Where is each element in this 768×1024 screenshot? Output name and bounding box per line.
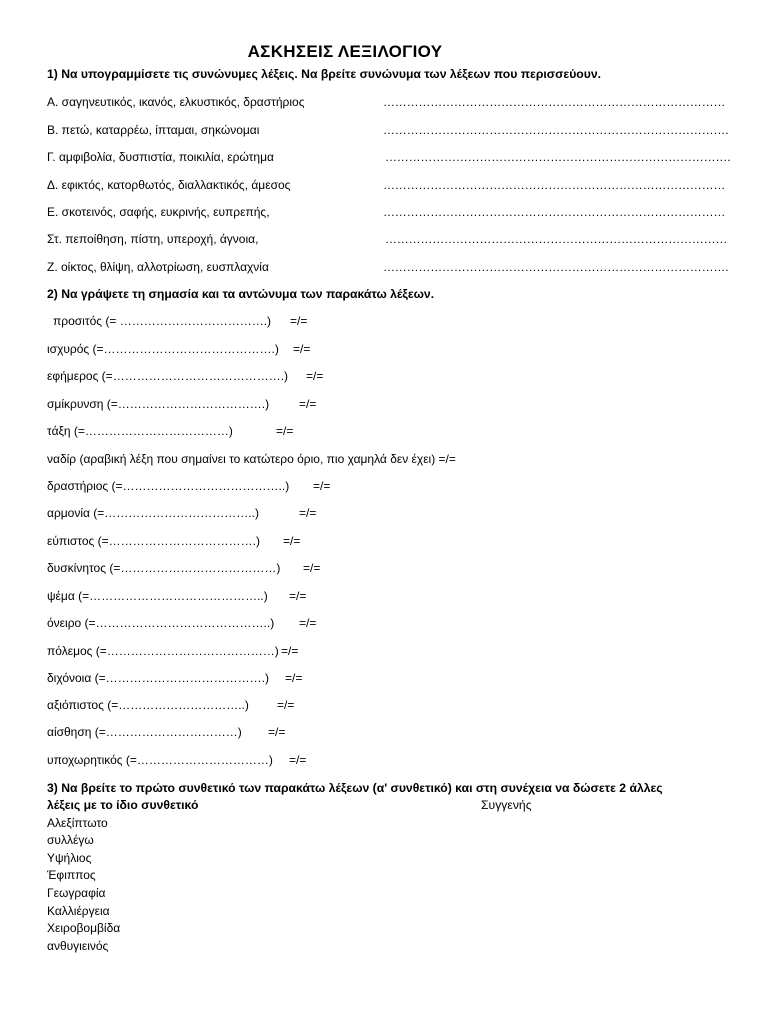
word-definition: δυσκίνητος (=…………………………………)	[47, 561, 281, 575]
list-item: Αλεξίπτωτο	[47, 816, 108, 830]
list-item	[47, 95, 726, 109]
list-item	[47, 205, 726, 219]
word-definition: εύπιστος (=……………………………….)	[47, 534, 260, 548]
list-item: Γεωγραφία	[47, 886, 106, 900]
list-item	[47, 150, 731, 164]
list-item: Χειροβομβίδα	[47, 921, 121, 935]
list-item	[47, 479, 331, 493]
list-item	[47, 369, 324, 383]
antonym-marker: =/=	[303, 561, 321, 575]
list-item	[47, 753, 307, 767]
antonym-marker: =/=	[268, 725, 286, 739]
list-item	[47, 671, 303, 685]
antonym-marker: =/=	[299, 397, 317, 411]
list-item: ανθυγιεινός	[47, 939, 109, 953]
page-title: ΑΣΚΗΣΕΙΣ ΛΕΞΙΛΟΓΙΟΥ	[247, 42, 443, 61]
antonym-marker: =/=	[289, 753, 307, 767]
word-definition: ναδίρ (αραβική λέξη που σημαίνει το κατώτερο όριο, πιο χαμηλά δεν έχει) =/=	[47, 452, 456, 466]
answer-blank: ……………………………………………………………………………	[385, 232, 728, 246]
antonym-marker: =/=	[281, 644, 299, 658]
word-definition: εφήμερος (=…………………………………….)	[47, 369, 289, 383]
list-item	[47, 725, 286, 739]
word-group: Β. πετώ, καταρρέω, ίπταμαι, σηκώνομαι	[47, 123, 260, 137]
word-group: Δ. εφικτός, κατορθωτός, διαλλακτικός, άμεσος	[47, 178, 291, 192]
word-definition: σμίκρυνση (=……………………………….)	[47, 397, 270, 411]
word-definition: διχόνοια (=………………………………….)	[47, 671, 269, 685]
list-item	[47, 534, 301, 548]
exercise3-heading-line2: λέξεις με το ίδιο συνθετικό	[47, 798, 199, 812]
list-item	[47, 260, 729, 274]
answer-blank: ……………………………………………………………………………	[383, 178, 726, 192]
word-definition: ισχυρός (=…………………………………….)	[47, 342, 279, 356]
antonym-marker: =/=	[290, 314, 308, 328]
kin-column-label: Συγγενής	[481, 798, 532, 812]
answer-blank: …………………………………………………………………………….	[385, 150, 731, 164]
list-item: Έφιππος	[47, 868, 96, 882]
exercise3-heading-line1: 3) Να βρείτε το πρώτο συνθετικό των παρακάτω λέξεων (α' συνθετικό) και στη συνέχεια να δώσετε 2 άλλες	[47, 781, 663, 795]
antonym-marker: =/=	[289, 589, 307, 603]
word-definition: αξιόπιστος (=…………………………..)	[47, 698, 249, 712]
word-group: Ε. σκοτεινός, σαφής, ευκρινής, ευπρεπής,	[47, 205, 270, 219]
answer-blank: …………………………………………………………………………….	[383, 260, 729, 274]
list-item	[47, 424, 294, 438]
list-item	[47, 397, 317, 411]
antonym-marker: =/=	[283, 534, 301, 548]
word-definition: προσιτός (= ……………………………….)	[53, 314, 272, 328]
exercise2-heading: 2) Να γράψετε τη σημασία και τα αντώνυμα των παρακάτω λέξεων.	[47, 287, 435, 301]
list-item	[47, 452, 456, 466]
list-item	[47, 644, 299, 658]
list-item	[47, 342, 311, 356]
list-item	[47, 589, 307, 603]
list-item: συλλέγω	[47, 833, 94, 847]
word-definition: δραστήριος (=…………………………………..)	[47, 479, 290, 493]
word-definition: αίσθηση (=……………………………)	[47, 725, 242, 739]
word-group: Στ. πεποίθηση, πίστη, υπεροχή, άγνοια,	[47, 232, 259, 246]
word-definition: ψέμα (=……………………………………..)	[47, 589, 268, 603]
antonym-marker: =/=	[285, 671, 303, 685]
answer-blank: ……………………………………………………………………………	[383, 205, 726, 219]
exercise1-heading: 1) Να υπογραμμίσετε τις συνώνυμες λέξεις. Να βρείτε συνώνυμα των λέξεων που περισσεύουν.	[47, 67, 602, 81]
list-item: Καλλιέργεια	[47, 904, 110, 918]
answer-blank: …………………………………………………………………………….	[383, 123, 729, 137]
antonym-marker: =/=	[306, 369, 324, 383]
antonym-marker: =/=	[313, 479, 331, 493]
list-item	[53, 314, 308, 328]
antonym-marker: =/=	[277, 698, 295, 712]
list-item: Υψήλιος	[47, 851, 92, 865]
list-item	[47, 616, 317, 630]
antonym-marker: =/=	[293, 342, 311, 356]
word-group: Α. σαγηνευτικός, ικανός, ελκυστικός, δραστήριος	[47, 95, 305, 109]
word-definition: όνειρο (=……………………………………..)	[47, 616, 275, 630]
antonym-marker: =/=	[299, 616, 317, 630]
list-item	[47, 698, 295, 712]
answer-blank: ……………………………………………………………………………	[383, 95, 726, 109]
word-group: Ζ. οίκτος, θλίψη, αλλοτρίωση, ευσπλαχνία	[47, 260, 269, 274]
list-item	[47, 561, 321, 575]
antonym-marker: =/=	[276, 424, 294, 438]
word-definition: αρμονία (=………………………………..)	[47, 506, 259, 520]
word-group: Γ. αμφιβολία, δυσπιστία, ποικιλία, ερώτημα	[47, 150, 274, 164]
antonym-marker: =/=	[299, 506, 317, 520]
list-item	[47, 123, 729, 137]
list-item	[47, 232, 728, 246]
word-definition: υποχωρητικός (=……………………………)	[47, 753, 273, 767]
word-definition: τάξη (=………………………………)	[47, 424, 233, 438]
list-item	[47, 506, 317, 520]
word-definition: πόλεμος (=……………………………………)	[47, 644, 279, 658]
list-item	[47, 178, 726, 192]
